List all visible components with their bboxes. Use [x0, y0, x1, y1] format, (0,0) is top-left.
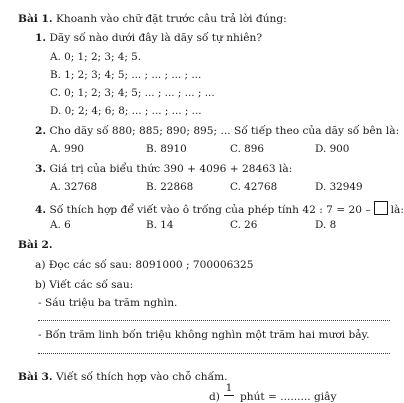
q4-heading	[35, 201, 404, 216]
bai3-heading	[18, 372, 228, 383]
q4-text-after: là:	[390, 204, 404, 216]
bai3-instruction: Viết số thích hợp vào chỗ chấm.	[55, 371, 228, 383]
q4-number: 4.	[35, 204, 47, 216]
q1-option-d[interactable]: D. 0; 2; 4; 6; 8; ... ; ... ; ... ; ...	[50, 105, 202, 117]
q1-number: 1.	[35, 32, 47, 44]
q2-heading	[35, 126, 399, 137]
q3-text: Giá trị của biểu thức 390 + 4096 + 28463 là:	[49, 163, 293, 175]
q2-option-c[interactable]: C. 896	[230, 143, 265, 155]
q2-option-d[interactable]: D. 900	[315, 143, 350, 155]
bai1-heading	[18, 14, 287, 25]
bai3-d-text: phút = ......... giây	[240, 391, 337, 403]
bai1-instruction: Khoanh vào chữ đặt trước câu trả lời đúng:	[55, 13, 287, 25]
q4-text-before: Số thích hợp để viết vào ô trống của phép tính 42 : 7 = 20 –	[49, 204, 371, 216]
q1-option-a[interactable]: A. 0; 1; 2; 3; 4; 5.	[50, 51, 142, 63]
q4-option-c[interactable]: C. 26	[230, 219, 258, 231]
fraction-bar	[224, 395, 234, 396]
q2-text: Cho dãy số 880; 885; 890; 895; ... Số tiếp theo của dãy số bên là:	[49, 125, 400, 137]
q4-option-a[interactable]: A. 6	[50, 219, 71, 231]
q3-option-b[interactable]: B. 22868	[146, 181, 194, 193]
q2-number: 2.	[35, 125, 47, 137]
q4-option-b[interactable]: B. 14	[146, 219, 174, 231]
bai2-part-a: a) Đọc các số sau: 8091000 ; 700006325	[35, 259, 254, 271]
bai2-title: Bài 2.	[18, 239, 53, 251]
bai3-title: Bài 3.	[18, 371, 53, 383]
fraction	[224, 383, 234, 397]
answer-line-1[interactable]	[38, 320, 390, 321]
q3-option-c[interactable]: C. 42768	[230, 181, 278, 193]
bai2-item-1: - Sáu triệu ba trăm nghìn.	[38, 297, 178, 309]
answer-blank-box[interactable]	[374, 201, 388, 215]
q1-option-b[interactable]: B. 1; 2; 3; 4; 5; ... ; ... ; ... ; ...	[50, 69, 202, 81]
q4-option-d[interactable]: D. 8	[315, 219, 337, 231]
q3-number: 3.	[35, 163, 47, 175]
q1-option-c[interactable]: C. 0; 1; 2; 3; 4; 5; ... ; ... ; ... ; ...	[50, 87, 215, 99]
answer-line-2[interactable]	[38, 353, 390, 354]
q3-option-d[interactable]: D. 32949	[315, 181, 363, 193]
q2-option-b[interactable]: B. 8910	[146, 143, 187, 155]
q3-heading	[35, 164, 292, 175]
q2-option-a[interactable]: A. 990	[50, 143, 84, 155]
q1-heading	[35, 33, 262, 44]
q1-text: Dãy số nào dưới đây là dãy số tự nhiên?	[49, 32, 263, 44]
bai2-item-2: - Bốn trăm linh bốn triệu không nghìn một trăm hai mươi bảy.	[38, 329, 370, 341]
q3-option-a[interactable]: A. 32768	[50, 181, 98, 193]
bai1-title: Bài 1.	[18, 13, 53, 25]
bai2-part-b: b) Viết các số sau:	[35, 279, 134, 291]
fraction-numerator: 1	[225, 382, 233, 394]
bai3-d-label: d)	[209, 391, 220, 403]
